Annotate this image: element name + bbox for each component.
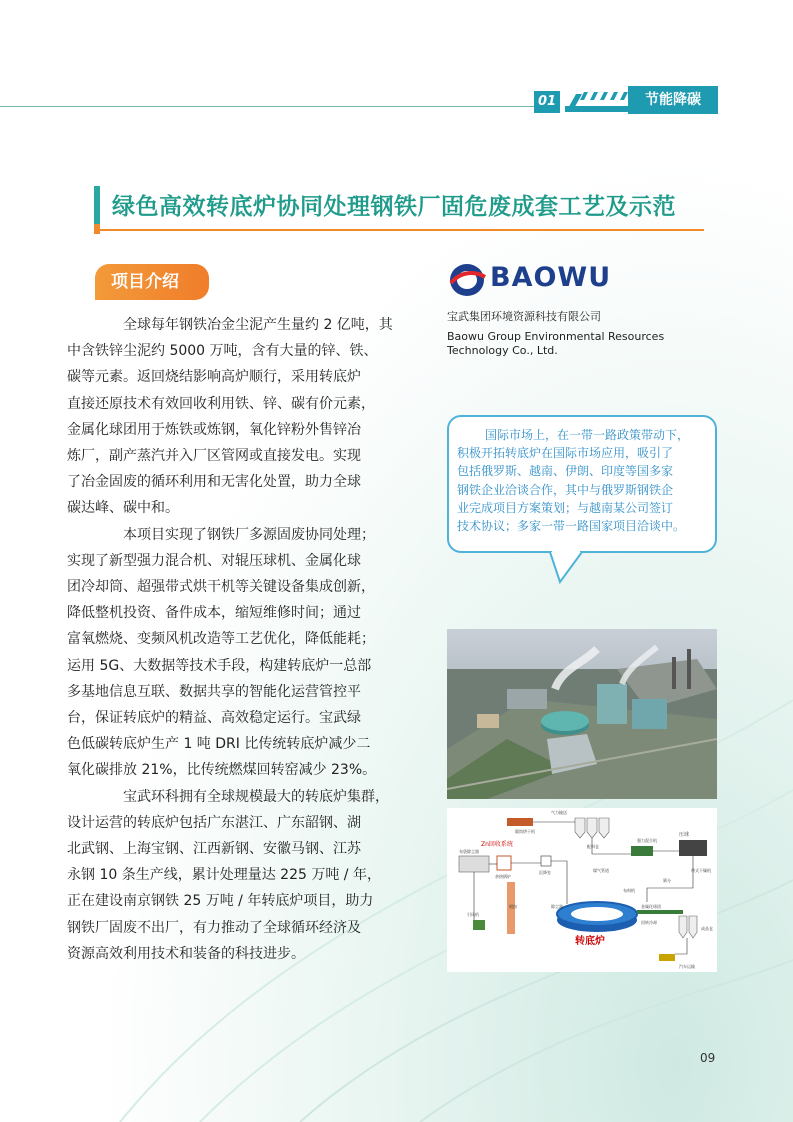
press-icon [679,840,707,856]
body-line: 中含铁锌尘泥约 5000 万吨，含有大量的锌、铁、 [67,343,378,360]
company-name-en-line1: Baowu Group Environmental Resources [447,330,665,343]
section-badge: 项目介绍 [95,264,209,300]
diagram-label-truck: 汽车运输 [679,964,695,969]
body-paragraph [67,784,417,967]
company-name-cn: 宝武集团环境资源科技有限公司 [447,310,601,323]
body-paragraph [67,522,417,784]
callout-line: 业完成项目方案策划；与越南某公司签订 [457,500,674,515]
title-underline [100,229,704,231]
diagram-label-fan: 引风机 [467,912,479,917]
settle-icon [541,856,551,866]
diagram-label-dryer: 圆筒烘干机 [515,829,535,834]
body-line: 全球每年钢铁冶金尘泥产生量约 2 亿吨，其 [123,317,393,333]
process-flow-diagram [447,808,717,972]
diagram-label-rhf: 转底炉 [575,936,605,947]
body-line: 宝武环科拥有全球规模最大的转底炉集群， [123,788,389,805]
body-line: 碳达峰、碳中和。 [67,500,179,517]
diagram-label-press: 压球 [679,832,690,838]
body-line: 实现了新型强力混合机、对辊压球机、金属化球 [67,552,361,569]
callout-tail [548,548,588,584]
diagram-label-settle: 沉降室 [539,870,551,875]
body-paragraph [67,312,417,522]
logo-text: BAOWU [490,262,612,293]
callout-line: 钢铁企业洽谈合作，其中与俄罗斯钢铁企 [457,482,674,497]
body-line: 炼厂，副产蒸汽并入厂区管网或直接发电。实现 [67,448,361,465]
body-line: 钢铁厂固废不出厂，有力推动了全球循环经济及 [67,919,361,936]
dryer-icon [507,818,533,826]
diagram-label-boiler: 余热锅炉 [495,874,511,879]
fan-icon [473,920,485,930]
body-line: 降低整机投资、备件成本，缩短维修时间；通过 [67,605,361,622]
body-line: 色低碳转底炉生产 1 吨 DRI 比传统转底炉减少二 [67,736,371,753]
body-text [67,312,417,967]
diagram-label-screen: 筛分 [663,878,671,883]
diagram-label-belt: 带式干燥机 [691,868,711,873]
body-line: 多基地信息互联、数据共享的智能化运营管控平 [67,683,361,700]
callout-line: 技术协议；多家一带一路国家项目洽谈中。 [457,519,686,534]
body-line: 了冶金固废的循环利用和无害化处置，助力全球 [67,474,361,491]
body-line: 设计运营的转底炉包括广东湛江、广东韶钢、湖 [67,814,361,831]
body-line: 碳等元素。返回烧结影响高炉顺行，采用转底炉 [67,369,361,386]
diagram-label-bag: 布袋除尘器 [459,849,479,854]
diagram-label-chimney: 烟囱 [509,904,517,909]
diagram-label-mixer: 强力混合机 [637,838,657,843]
bag-filter-icon [459,856,489,872]
page-title: 绿色高效转底炉协同处理钢铁厂固危废成套工艺及示范 [112,194,676,220]
callout-line: 包括俄罗斯、越南、伊朗、印度等国多家 [457,464,674,479]
body-line: 氧化碳排放 21%，比传统燃煤回转窑减少 23%。 [67,762,377,779]
header-rule [0,106,540,107]
body-line: 团冷却筒、超强带式烘干机等关键设备集成创新， [67,579,375,596]
body-line: 运用 5G、大数据等技术手段，构建转底炉一总部 [67,657,372,674]
diagram-label-air: 气力输送 [551,810,567,815]
body-line: 富氧燃烧、变频风机改造等工艺优化，降低能耗； [67,631,375,648]
section-label: 节能降碳 [628,86,718,114]
body-line: 直接还原技术有效回收利用铁、锌、碳有价元素， [67,395,375,412]
diagram-label-zn: Zn回收系统 [481,841,513,848]
diagram-label-silo: 成品仓 [701,926,713,931]
diagram-label-gas: 煤气管道 [593,868,609,873]
truck-icon [659,954,675,961]
page-number: 09 [700,1051,716,1065]
aerial-plant-photo [447,629,717,799]
boiler-icon [497,856,511,870]
callout-text [457,426,709,535]
diagram-label-dust: 除尘器 [551,904,563,909]
body-line: 资源高效利用技术和装备的科技进步。 [67,945,305,962]
callout-line: 国际市场上，在一带一路政策带动下， [485,428,690,442]
bin-icon [575,818,609,838]
body-line: 本项目实现了钢铁厂多源固废协同处理； [123,526,375,543]
body-line: 金属化球团用于炼铁或炼钢，氧化锌粉外售锌冶 [67,421,361,438]
body-line: 永钢 10 条生产线，累计处理量达 225 万吨 / 年， [67,867,381,884]
title-accent-bar [94,186,100,224]
callout-line: 积极开拓转底炉在国际市场应用，吸引了 [457,446,674,461]
section-number: 01 [534,91,560,113]
body-line: 正在建设南京钢铁 25 万吨 / 年转底炉项目，助力 [67,893,374,910]
diagram-label-bin: 配料仓 [587,844,599,849]
mixer-icon [631,846,653,856]
company-name-en [447,330,687,358]
body-line: 北武钢、上海宝钢、江西新钢、安徽马钢、江苏 [67,841,361,858]
body-line: 台，保证转底炉的精益、高效稳定运行。宝武绿 [67,710,361,727]
diagram-label-cooler: 回转冷却 [641,920,657,925]
company-name-en-line2: Technology Co., Ltd. [447,344,558,357]
diagram-label-pellet: 金属化球团 [641,904,661,909]
diagram-label-feeder: 布料机 [623,888,635,893]
